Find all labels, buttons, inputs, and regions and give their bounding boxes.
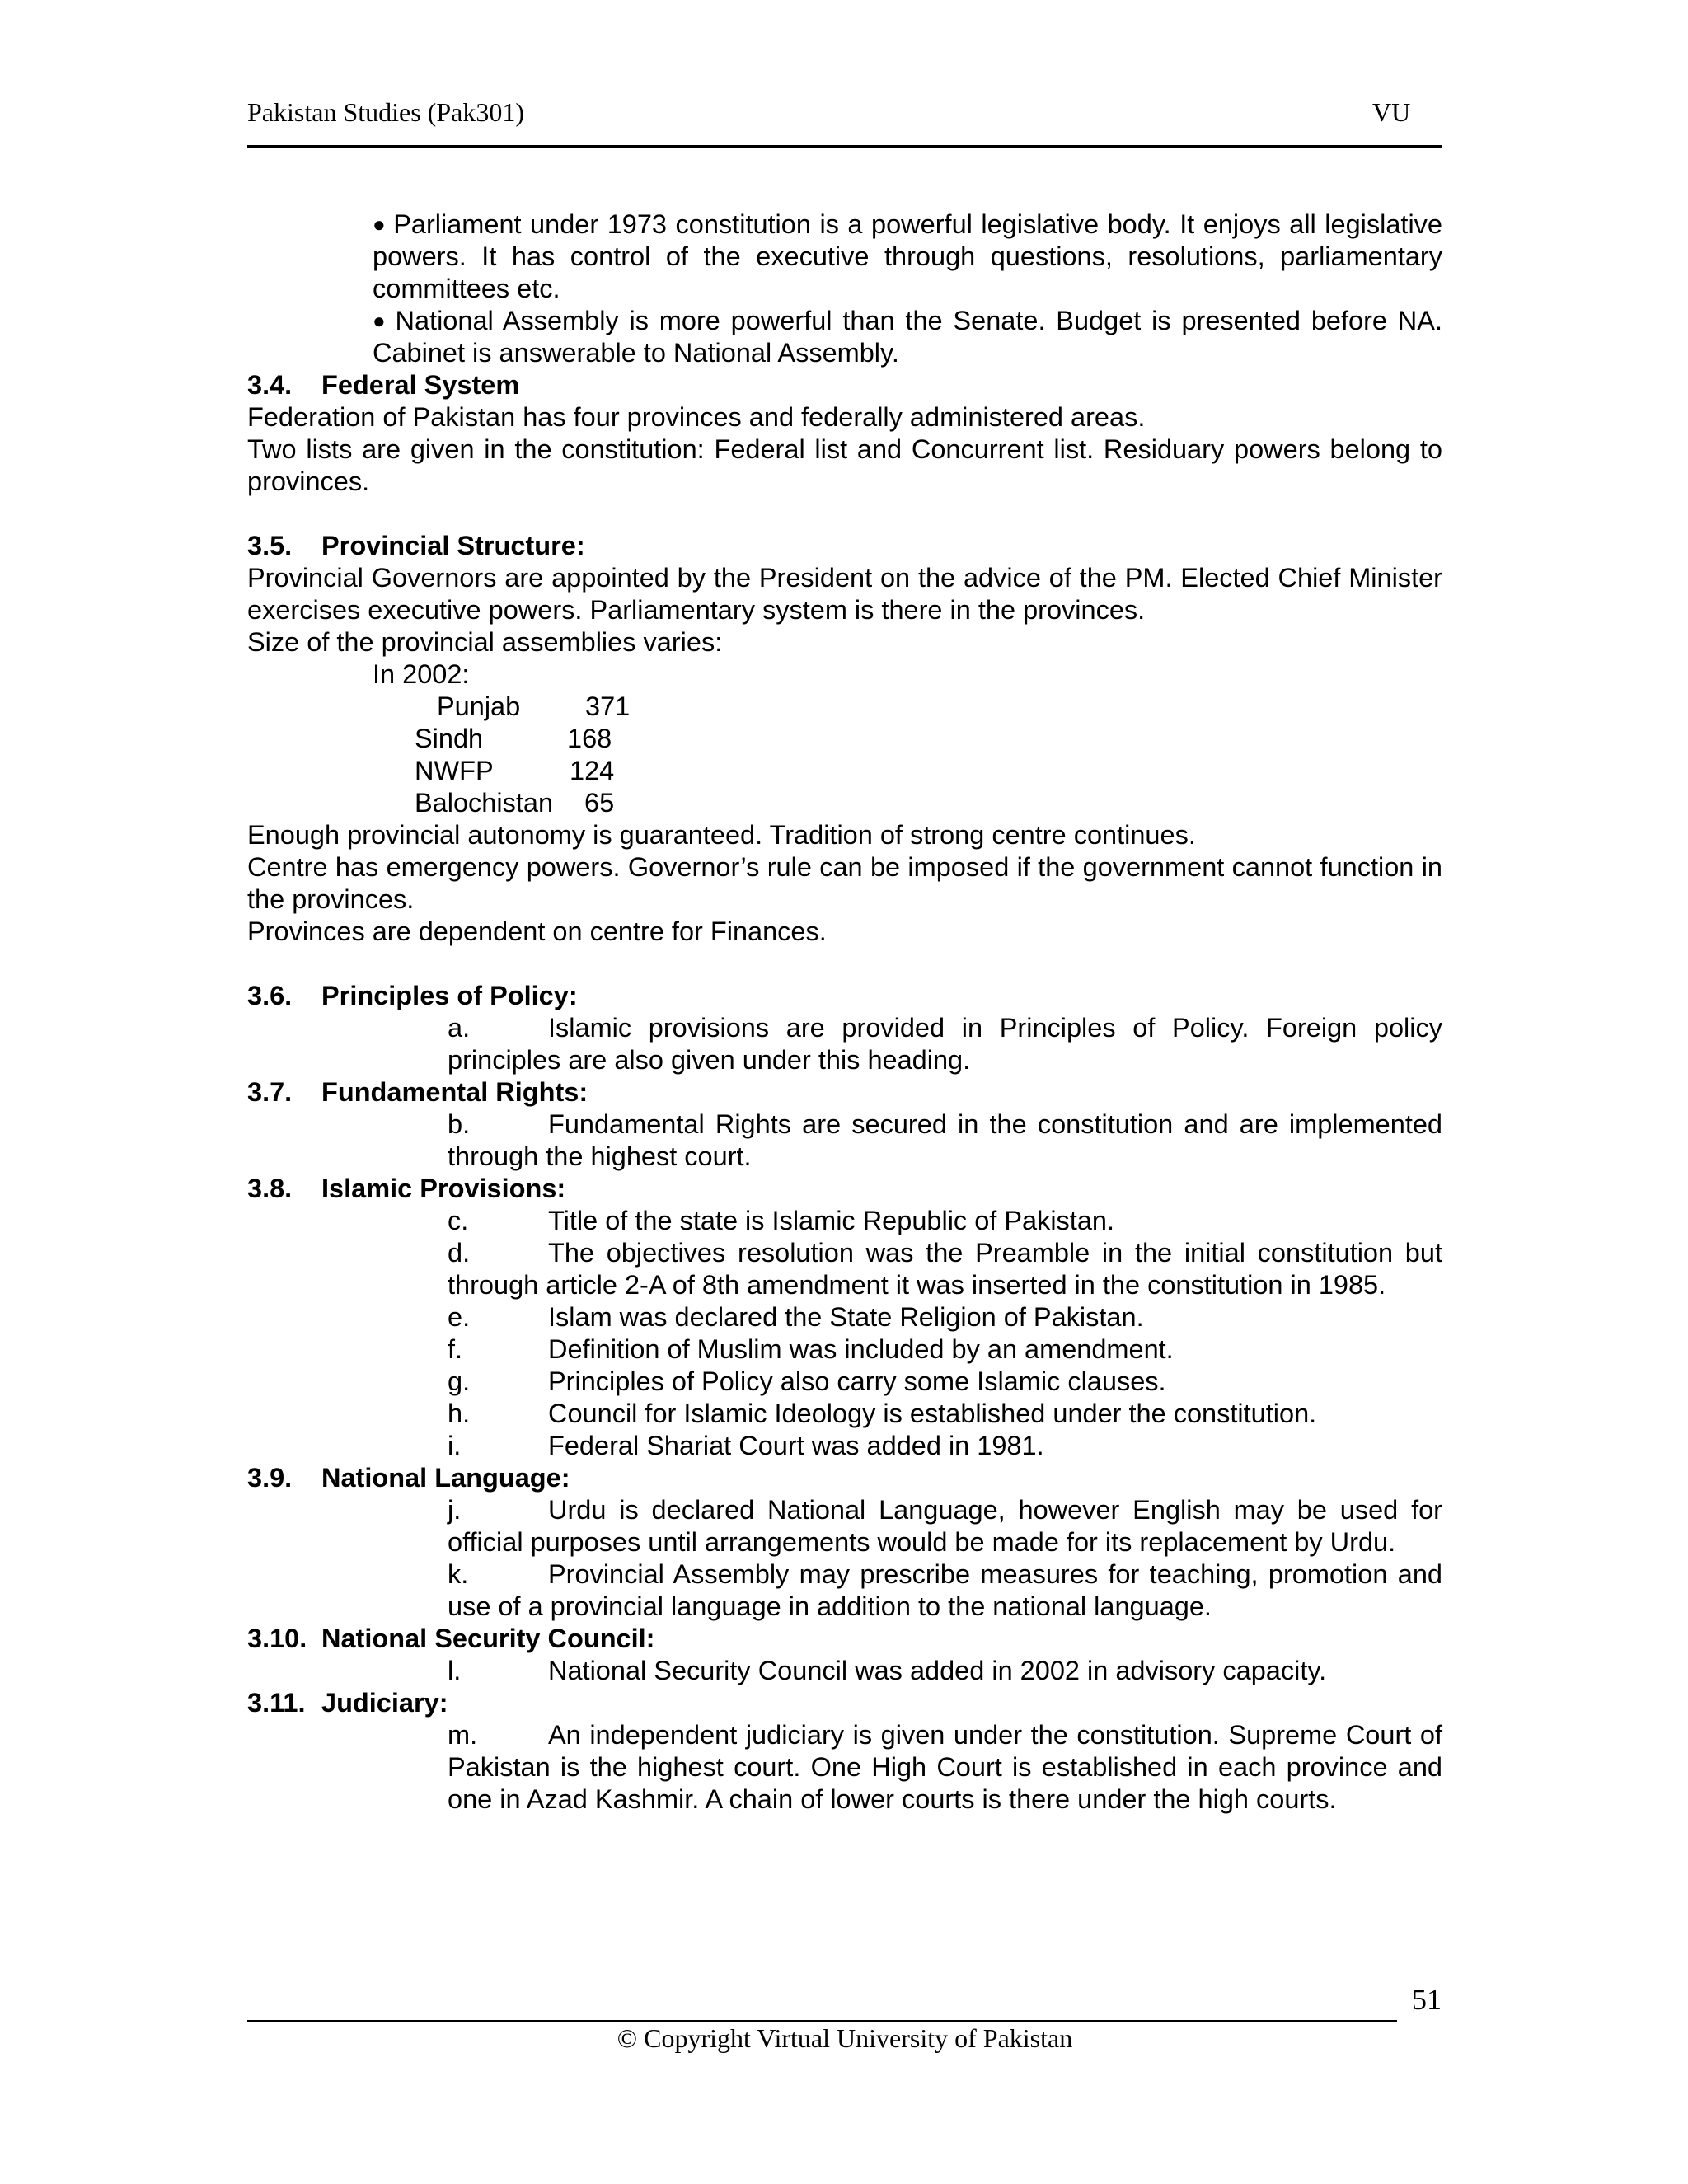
- item-letter: f.: [448, 1334, 463, 1364]
- item-letter: i.: [448, 1431, 462, 1460]
- item-text: Principles of Policy also carry some Islamic clauses.: [548, 1366, 1166, 1396]
- lettered-item: [448, 1719, 1442, 1816]
- running-header-institution: VU: [1372, 97, 1411, 127]
- item-letter: b.: [448, 1109, 471, 1139]
- item-letter: l.: [448, 1656, 462, 1685]
- bullet-text: National Assembly is more powerful than the Senate. Budget is presented before NA. Cabinet is answerable to National Assembly.: [373, 306, 1442, 368]
- province-name: Punjab: [437, 691, 521, 721]
- lettered-item: [448, 1301, 1442, 1333]
- bullet-item: [373, 305, 1442, 369]
- seat-table-label: In 2002:: [373, 659, 470, 689]
- lettered-item: [448, 1108, 1442, 1173]
- item-text: Council for Islamic Ideology is established under the constitution.: [548, 1399, 1317, 1428]
- section-heading: [247, 530, 1442, 562]
- section-title: Federal System: [321, 370, 520, 400]
- bullet-icon: ●: [373, 212, 387, 237]
- footer-rule: [247, 2020, 1397, 2022]
- section-number: 3.11.: [247, 1688, 306, 1718]
- section-title: National Security Council:: [321, 1624, 655, 1653]
- section-heading: [247, 1623, 1442, 1655]
- section-heading: [247, 980, 1442, 1012]
- lettered-item: [448, 1430, 1442, 1462]
- spacer: [247, 498, 1442, 530]
- paragraph: Size of the provincial assemblies varies:: [247, 627, 723, 657]
- province-name: Balochistan: [415, 788, 554, 818]
- header-rule: [247, 145, 1442, 148]
- seat-count: 168: [567, 724, 612, 753]
- bullet-icon: ●: [373, 308, 389, 333]
- seat-row: [247, 723, 1442, 755]
- lettered-item: [448, 1655, 1442, 1687]
- copyright-notice: © Copyright Virtual University of Pakistan: [617, 2023, 1073, 2053]
- item-text: Provincial Assembly may prescribe measures for teaching, promotion and use of a provincial language in addition to the national language.: [448, 1559, 1442, 1621]
- item-letter: a.: [448, 1013, 471, 1043]
- item-letter: g.: [448, 1366, 471, 1396]
- item-letter: k.: [448, 1559, 469, 1589]
- lettered-item: [448, 1333, 1442, 1366]
- item-letter: h.: [448, 1399, 471, 1428]
- paragraph: Federation of Pakistan has four provinces and federally administered areas.: [247, 402, 1146, 432]
- section-heading: [247, 369, 1442, 401]
- item-text: Islam was declared the State Religion of Pakistan.: [548, 1302, 1144, 1332]
- item-text: An independent judiciary is given under the constitution. Supreme Court of Pakistan is the highest court. One High Court is established in each province and one in Azad Kashmir. A chain of lower courts is there under the high courts.: [448, 1720, 1442, 1814]
- lettered-item: [448, 1205, 1442, 1237]
- seat-row: [247, 691, 1442, 723]
- paragraph: Centre has emergency powers. Governor’s rule can be imposed if the government cannot function in the provinces.: [247, 852, 1442, 914]
- lettered-item: [448, 1558, 1442, 1623]
- section-title: National Language:: [321, 1463, 570, 1493]
- page-number: 51: [1412, 1983, 1442, 2016]
- item-text: The objectives resolution was the Preamble in the initial constitution but through article 2-A of 8th amendment it was inserted in the constitution in 1985.: [448, 1238, 1442, 1300]
- item-letter: j.: [448, 1495, 462, 1525]
- section-number: 3.4.: [247, 370, 293, 400]
- item-letter: c.: [448, 1206, 469, 1235]
- paragraph: Enough provincial autonomy is guaranteed. Tradition of strong centre continues.: [247, 820, 1196, 850]
- item-text: Fundamental Rights are secured in the constitution and are implemented through the highest court.: [448, 1109, 1442, 1171]
- seat-count: 65: [584, 788, 615, 818]
- item-text: Definition of Muslim was included by an amendment.: [548, 1334, 1174, 1364]
- section-number: 3.7.: [247, 1077, 293, 1107]
- section-number: 3.8.: [247, 1174, 293, 1203]
- section-heading: [247, 1173, 1442, 1205]
- spacer: [247, 948, 1442, 980]
- item-text: National Security Council was added in 2002 in advisory capacity.: [548, 1656, 1327, 1685]
- lettered-item: [448, 1494, 1442, 1558]
- province-name: Sindh: [415, 724, 484, 753]
- seat-count: 124: [570, 756, 615, 785]
- section-number: 3.10.: [247, 1624, 307, 1653]
- section-number: 3.9.: [247, 1463, 293, 1493]
- item-letter: m.: [448, 1720, 478, 1750]
- section-heading: [247, 1462, 1442, 1494]
- bullet-item: [373, 209, 1442, 305]
- seat-row: [247, 755, 1442, 787]
- seat-row: [247, 787, 1442, 819]
- section-heading: [247, 1076, 1442, 1108]
- page-body: [247, 209, 1442, 1816]
- paragraph: Provinces are dependent on centre for Finances.: [247, 916, 827, 946]
- seat-count: 371: [585, 691, 631, 721]
- item-text: Federal Shariat Court was added in 1981.: [548, 1431, 1044, 1460]
- bullet-text: Parliament under 1973 constitution is a powerful legislative body. It enjoys all legislative powers. It has control of the executive through questions, resolutions, parliamentary committees etc.: [373, 209, 1442, 303]
- section-title: Islamic Provisions:: [321, 1174, 566, 1203]
- section-title: Fundamental Rights:: [321, 1077, 588, 1107]
- item-letter: d.: [448, 1238, 471, 1268]
- section-title: Provincial Structure:: [321, 531, 585, 560]
- running-header-course-title: Pakistan Studies (Pak301): [247, 97, 524, 127]
- item-letter: e.: [448, 1302, 471, 1332]
- lettered-item: [448, 1237, 1442, 1301]
- lettered-item: [448, 1398, 1442, 1430]
- lettered-item: [448, 1366, 1442, 1398]
- section-title: Judiciary:: [321, 1688, 448, 1718]
- paragraph: Provincial Governors are appointed by the President on the advice of the PM. Elected Chief Minister exercises executive powers. Parliamentary system is there in the provinces.: [247, 563, 1442, 625]
- section-heading: [247, 1687, 1442, 1719]
- paragraph: Two lists are given in the constitution: Federal list and Concurrent list. Residuary powers belong to provinces.: [247, 434, 1442, 496]
- item-text: Urdu is declared National Language, however English may be used for official purposes until arrangements would be made for its replacement by Urdu.: [448, 1495, 1442, 1557]
- section-number: 3.6.: [247, 981, 293, 1010]
- item-text: Islamic provisions are provided in Principles of Policy. Foreign policy principles are also given under this heading.: [448, 1013, 1442, 1075]
- section-number: 3.5.: [247, 531, 293, 560]
- province-name: NWFP: [415, 756, 494, 785]
- section-title: Principles of Policy:: [321, 981, 578, 1010]
- item-text: Title of the state is Islamic Republic of Pakistan.: [548, 1206, 1115, 1235]
- lettered-item: [448, 1012, 1442, 1076]
